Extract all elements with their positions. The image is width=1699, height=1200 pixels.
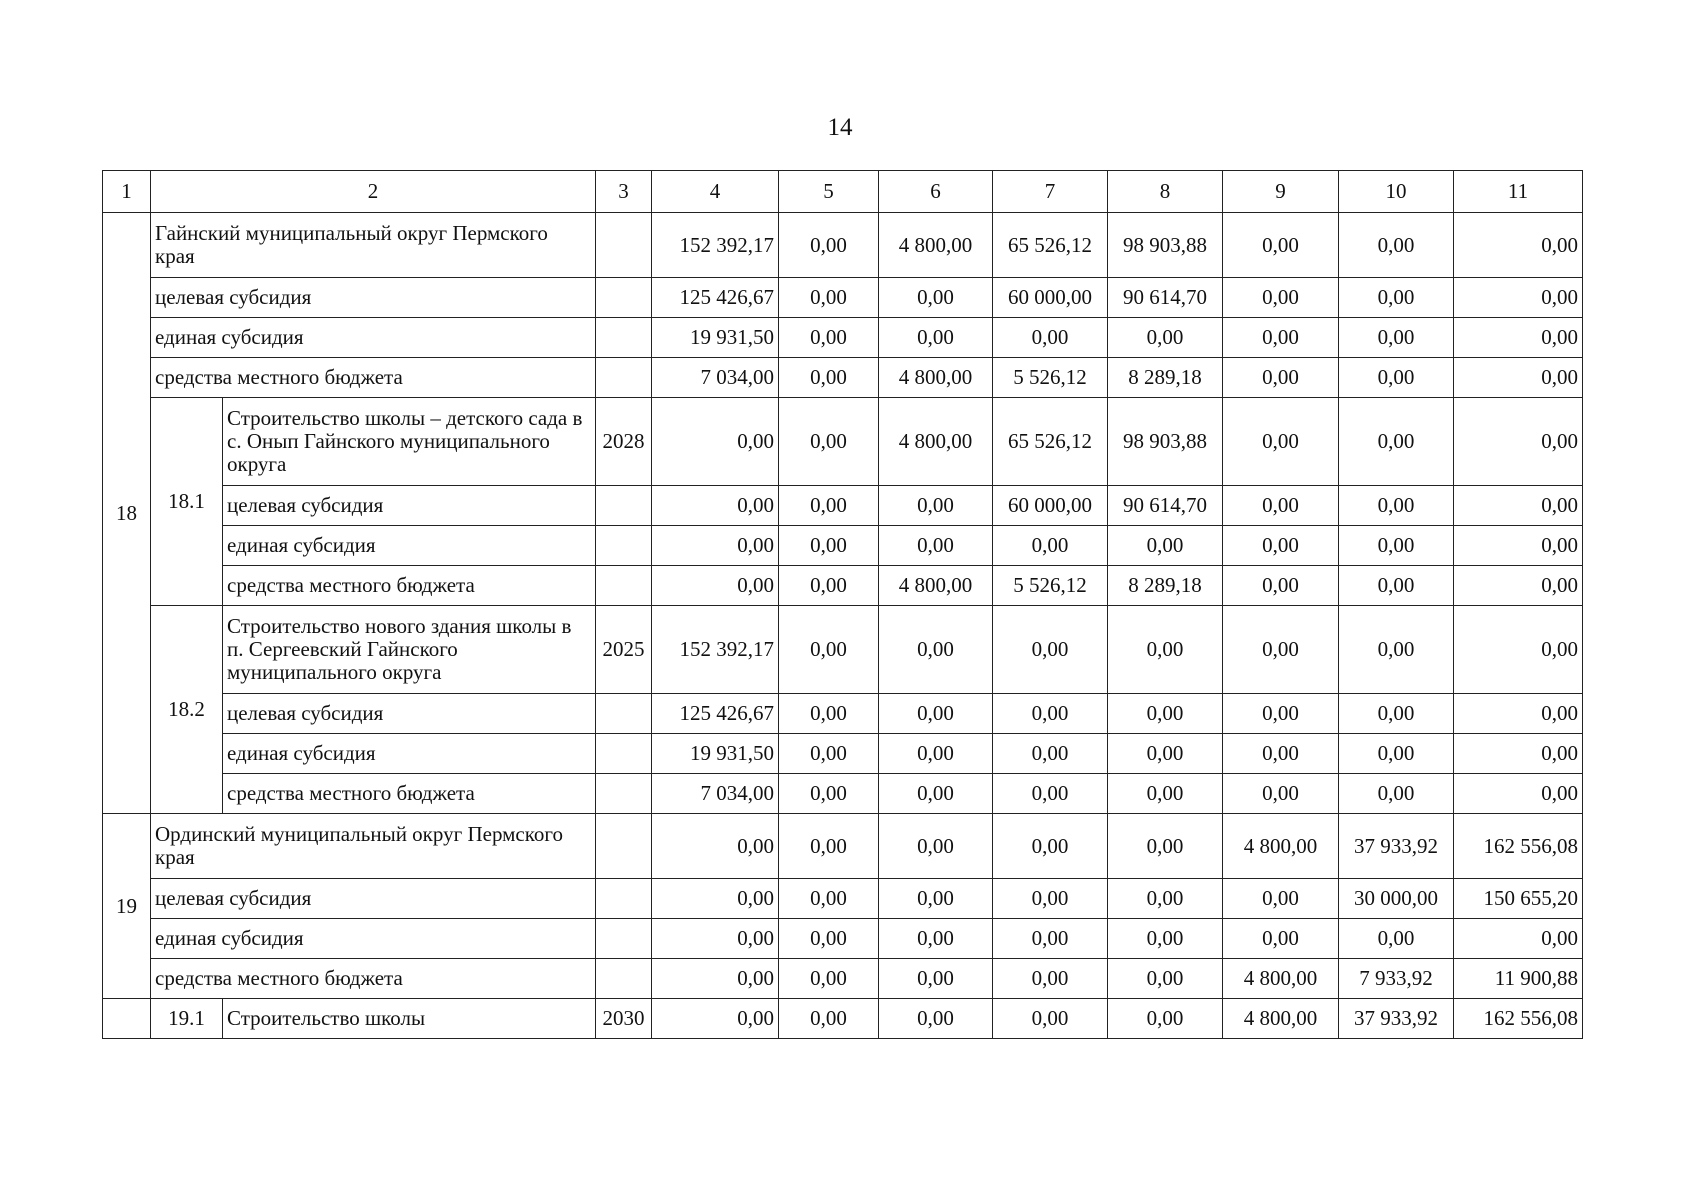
value-cell: 0,00	[1339, 566, 1454, 606]
value-cell: 0,00	[779, 358, 879, 398]
value-cell: 0,00	[1108, 999, 1223, 1039]
value-cell: 0,00	[1108, 959, 1223, 999]
value-cell: 0,00	[1223, 734, 1339, 774]
value-cell: 5 526,12	[993, 566, 1108, 606]
value-cell: 0,00	[1108, 606, 1223, 694]
row-title: целевая субсидия	[223, 486, 596, 526]
value-cell: 65 526,12	[993, 398, 1108, 486]
value-cell: 90 614,70	[1108, 278, 1223, 318]
value-cell: 0,00	[1454, 318, 1583, 358]
table-row	[103, 526, 1583, 566]
value-cell: 0,00	[1223, 318, 1339, 358]
table-row	[103, 999, 1583, 1039]
value-cell: 0,00	[879, 278, 993, 318]
value-cell: 0,00	[879, 959, 993, 999]
table-row	[103, 879, 1583, 919]
value-cell: 0,00	[779, 959, 879, 999]
value-cell: 8 289,18	[1108, 358, 1223, 398]
value-cell: 0,00	[1339, 606, 1454, 694]
value-cell: 0,00	[779, 694, 879, 734]
value-cell: 0,00	[1223, 526, 1339, 566]
value-cell: 0,00	[779, 919, 879, 959]
row-number: 19	[103, 814, 151, 999]
year-cell	[596, 526, 652, 566]
value-cell: 0,00	[1223, 486, 1339, 526]
value-cell: 4 800,00	[879, 398, 993, 486]
value-cell: 0,00	[1339, 919, 1454, 959]
value-cell: 98 903,88	[1108, 398, 1223, 486]
row-title: Строительство школы	[223, 999, 596, 1039]
value-cell: 7 034,00	[652, 774, 779, 814]
value-cell: 19 931,50	[652, 734, 779, 774]
year-cell	[596, 486, 652, 526]
value-cell: 0,00	[779, 999, 879, 1039]
value-cell: 0,00	[1339, 278, 1454, 318]
value-cell: 19 931,50	[652, 318, 779, 358]
row-title: средства местного бюджета	[151, 358, 596, 398]
value-cell: 4 800,00	[879, 566, 993, 606]
budget-table	[102, 170, 1583, 1039]
value-cell: 0,00	[1223, 774, 1339, 814]
table-row	[103, 694, 1583, 734]
value-cell: 0,00	[1339, 774, 1454, 814]
column-header: 2	[151, 171, 596, 213]
year-cell	[596, 879, 652, 919]
value-cell: 0,00	[1339, 526, 1454, 566]
value-cell: 125 426,67	[652, 694, 779, 734]
row-number: 18.2	[151, 606, 223, 814]
row-title: целевая субсидия	[151, 879, 596, 919]
value-cell: 0,00	[1339, 318, 1454, 358]
value-cell: 0,00	[1454, 694, 1583, 734]
value-cell: 0,00	[1223, 879, 1339, 919]
value-cell: 60 000,00	[993, 278, 1108, 318]
year-cell	[596, 213, 652, 278]
value-cell: 0,00	[1223, 398, 1339, 486]
value-cell: 0,00	[1339, 694, 1454, 734]
row-title: средства местного бюджета	[223, 774, 596, 814]
value-cell: 0,00	[1454, 734, 1583, 774]
value-cell: 0,00	[993, 318, 1108, 358]
year-cell	[596, 959, 652, 999]
value-cell: 0,00	[1223, 278, 1339, 318]
value-cell: 0,00	[879, 318, 993, 358]
value-cell: 0,00	[1223, 606, 1339, 694]
year-cell	[596, 919, 652, 959]
table-row	[103, 919, 1583, 959]
value-cell: 0,00	[1454, 358, 1583, 398]
row-title: Строительство нового здания школы в п. Сергеевский Гайнского муниципального округа	[223, 606, 596, 694]
value-cell: 0,00	[993, 606, 1108, 694]
value-cell: 0,00	[779, 606, 879, 694]
value-cell: 0,00	[779, 318, 879, 358]
year-cell	[596, 734, 652, 774]
row-title: целевая субсидия	[223, 694, 596, 734]
value-cell: 7 034,00	[652, 358, 779, 398]
value-cell: 0,00	[1223, 566, 1339, 606]
column-header: 5	[779, 171, 879, 213]
column-header: 9	[1223, 171, 1339, 213]
row-title: Ординский муниципальный округ Пермского края	[151, 814, 596, 879]
year-cell: 2030	[596, 999, 652, 1039]
value-cell: 0,00	[779, 526, 879, 566]
row-number: 18.1	[151, 398, 223, 606]
column-header: 8	[1108, 171, 1223, 213]
value-cell: 0,00	[652, 526, 779, 566]
column-header: 11	[1454, 171, 1583, 213]
value-cell: 7 933,92	[1339, 959, 1454, 999]
year-cell: 2028	[596, 398, 652, 486]
table-row	[103, 278, 1583, 318]
table-row	[103, 486, 1583, 526]
column-header: 7	[993, 171, 1108, 213]
value-cell: 0,00	[1223, 213, 1339, 278]
table-row	[103, 734, 1583, 774]
column-number-row	[103, 171, 1583, 213]
value-cell: 0,00	[779, 278, 879, 318]
year-cell	[596, 358, 652, 398]
value-cell: 0,00	[779, 486, 879, 526]
value-cell: 0,00	[779, 213, 879, 278]
value-cell: 37 933,92	[1339, 814, 1454, 879]
value-cell: 0,00	[1108, 774, 1223, 814]
value-cell: 0,00	[652, 486, 779, 526]
value-cell: 30 000,00	[1339, 879, 1454, 919]
value-cell: 0,00	[993, 734, 1108, 774]
row-title: единая субсидия	[223, 526, 596, 566]
value-cell: 0,00	[652, 999, 779, 1039]
value-cell: 0,00	[1454, 213, 1583, 278]
table-row	[103, 814, 1583, 879]
column-header: 6	[879, 171, 993, 213]
value-cell: 0,00	[1454, 526, 1583, 566]
value-cell: 0,00	[993, 774, 1108, 814]
value-cell: 0,00	[779, 879, 879, 919]
value-cell: 162 556,08	[1454, 814, 1583, 879]
value-cell: 0,00	[1223, 694, 1339, 734]
value-cell: 0,00	[1339, 398, 1454, 486]
value-cell: 0,00	[652, 959, 779, 999]
value-cell: 0,00	[1339, 734, 1454, 774]
row-title: единая субсидия	[151, 919, 596, 959]
value-cell: 0,00	[1108, 318, 1223, 358]
value-cell: 152 392,17	[652, 213, 779, 278]
value-cell: 0,00	[1223, 358, 1339, 398]
value-cell: 0,00	[779, 734, 879, 774]
year-cell	[596, 694, 652, 734]
value-cell: 0,00	[1108, 734, 1223, 774]
value-cell: 4 800,00	[1223, 814, 1339, 879]
value-cell: 0,00	[879, 999, 993, 1039]
column-header: 3	[596, 171, 652, 213]
year-cell	[596, 278, 652, 318]
column-header: 4	[652, 171, 779, 213]
table-row	[103, 774, 1583, 814]
value-cell: 5 526,12	[993, 358, 1108, 398]
row-title: единая субсидия	[223, 734, 596, 774]
table-row	[103, 606, 1583, 694]
value-cell: 0,00	[652, 566, 779, 606]
value-cell: 4 800,00	[879, 213, 993, 278]
table-row	[103, 213, 1583, 278]
page-number: 14	[827, 114, 853, 141]
value-cell: 0,00	[779, 814, 879, 879]
table-row	[103, 318, 1583, 358]
value-cell: 0,00	[993, 694, 1108, 734]
table-row	[103, 358, 1583, 398]
row-title: Гайнский муниципальный округ Пермского края	[151, 213, 596, 278]
value-cell: 150 655,20	[1454, 879, 1583, 919]
value-cell: 0,00	[993, 879, 1108, 919]
value-cell: 0,00	[1454, 606, 1583, 694]
value-cell: 65 526,12	[993, 213, 1108, 278]
column-header: 1	[103, 171, 151, 213]
value-cell: 0,00	[1454, 486, 1583, 526]
value-cell: 0,00	[879, 879, 993, 919]
value-cell: 0,00	[879, 526, 993, 566]
value-cell: 0,00	[1108, 526, 1223, 566]
value-cell: 0,00	[652, 919, 779, 959]
value-cell: 0,00	[1223, 919, 1339, 959]
value-cell: 0,00	[993, 814, 1108, 879]
value-cell: 0,00	[879, 734, 993, 774]
value-cell: 0,00	[879, 694, 993, 734]
value-cell: 0,00	[879, 814, 993, 879]
year-cell: 2025	[596, 606, 652, 694]
row-number: 18	[103, 213, 151, 814]
row-title: единая субсидия	[151, 318, 596, 358]
value-cell: 0,00	[1339, 486, 1454, 526]
year-cell	[596, 566, 652, 606]
value-cell: 125 426,67	[652, 278, 779, 318]
column-header: 10	[1339, 171, 1454, 213]
value-cell: 0,00	[993, 526, 1108, 566]
value-cell: 162 556,08	[1454, 999, 1583, 1039]
value-cell: 0,00	[879, 774, 993, 814]
value-cell: 0,00	[1454, 774, 1583, 814]
value-cell: 0,00	[1454, 278, 1583, 318]
year-cell	[596, 774, 652, 814]
value-cell: 90 614,70	[1108, 486, 1223, 526]
value-cell: 0,00	[652, 398, 779, 486]
value-cell: 0,00	[652, 879, 779, 919]
value-cell: 0,00	[1454, 919, 1583, 959]
value-cell: 4 800,00	[1223, 999, 1339, 1039]
value-cell: 11 900,88	[1454, 959, 1583, 999]
value-cell: 0,00	[779, 398, 879, 486]
value-cell: 152 392,17	[652, 606, 779, 694]
value-cell: 98 903,88	[1108, 213, 1223, 278]
value-cell: 0,00	[1454, 566, 1583, 606]
value-cell: 0,00	[652, 814, 779, 879]
value-cell: 0,00	[1108, 814, 1223, 879]
value-cell: 37 933,92	[1339, 999, 1454, 1039]
row-title: Строительство школы – детского сада в с. Онып Гайнского муниципального округа	[223, 398, 596, 486]
value-cell: 0,00	[1339, 213, 1454, 278]
value-cell: 0,00	[1108, 919, 1223, 959]
value-cell: 0,00	[993, 959, 1108, 999]
year-cell	[596, 814, 652, 879]
value-cell: 0,00	[993, 919, 1108, 959]
value-cell: 0,00	[1339, 358, 1454, 398]
value-cell: 8 289,18	[1108, 566, 1223, 606]
row-number-blank	[103, 999, 151, 1039]
value-cell: 0,00	[993, 999, 1108, 1039]
value-cell: 0,00	[1108, 694, 1223, 734]
table-row	[103, 566, 1583, 606]
value-cell: 4 800,00	[1223, 959, 1339, 999]
value-cell: 0,00	[879, 486, 993, 526]
table-row	[103, 959, 1583, 999]
value-cell: 0,00	[879, 919, 993, 959]
value-cell: 0,00	[779, 774, 879, 814]
value-cell: 0,00	[879, 606, 993, 694]
row-title: целевая субсидия	[151, 278, 596, 318]
value-cell: 0,00	[1108, 879, 1223, 919]
table-row	[103, 398, 1583, 486]
value-cell: 0,00	[1454, 398, 1583, 486]
row-title: средства местного бюджета	[223, 566, 596, 606]
value-cell: 60 000,00	[993, 486, 1108, 526]
row-number: 19.1	[151, 999, 223, 1039]
value-cell: 4 800,00	[879, 358, 993, 398]
value-cell: 0,00	[779, 566, 879, 606]
year-cell	[596, 318, 652, 358]
row-title: средства местного бюджета	[151, 959, 596, 999]
